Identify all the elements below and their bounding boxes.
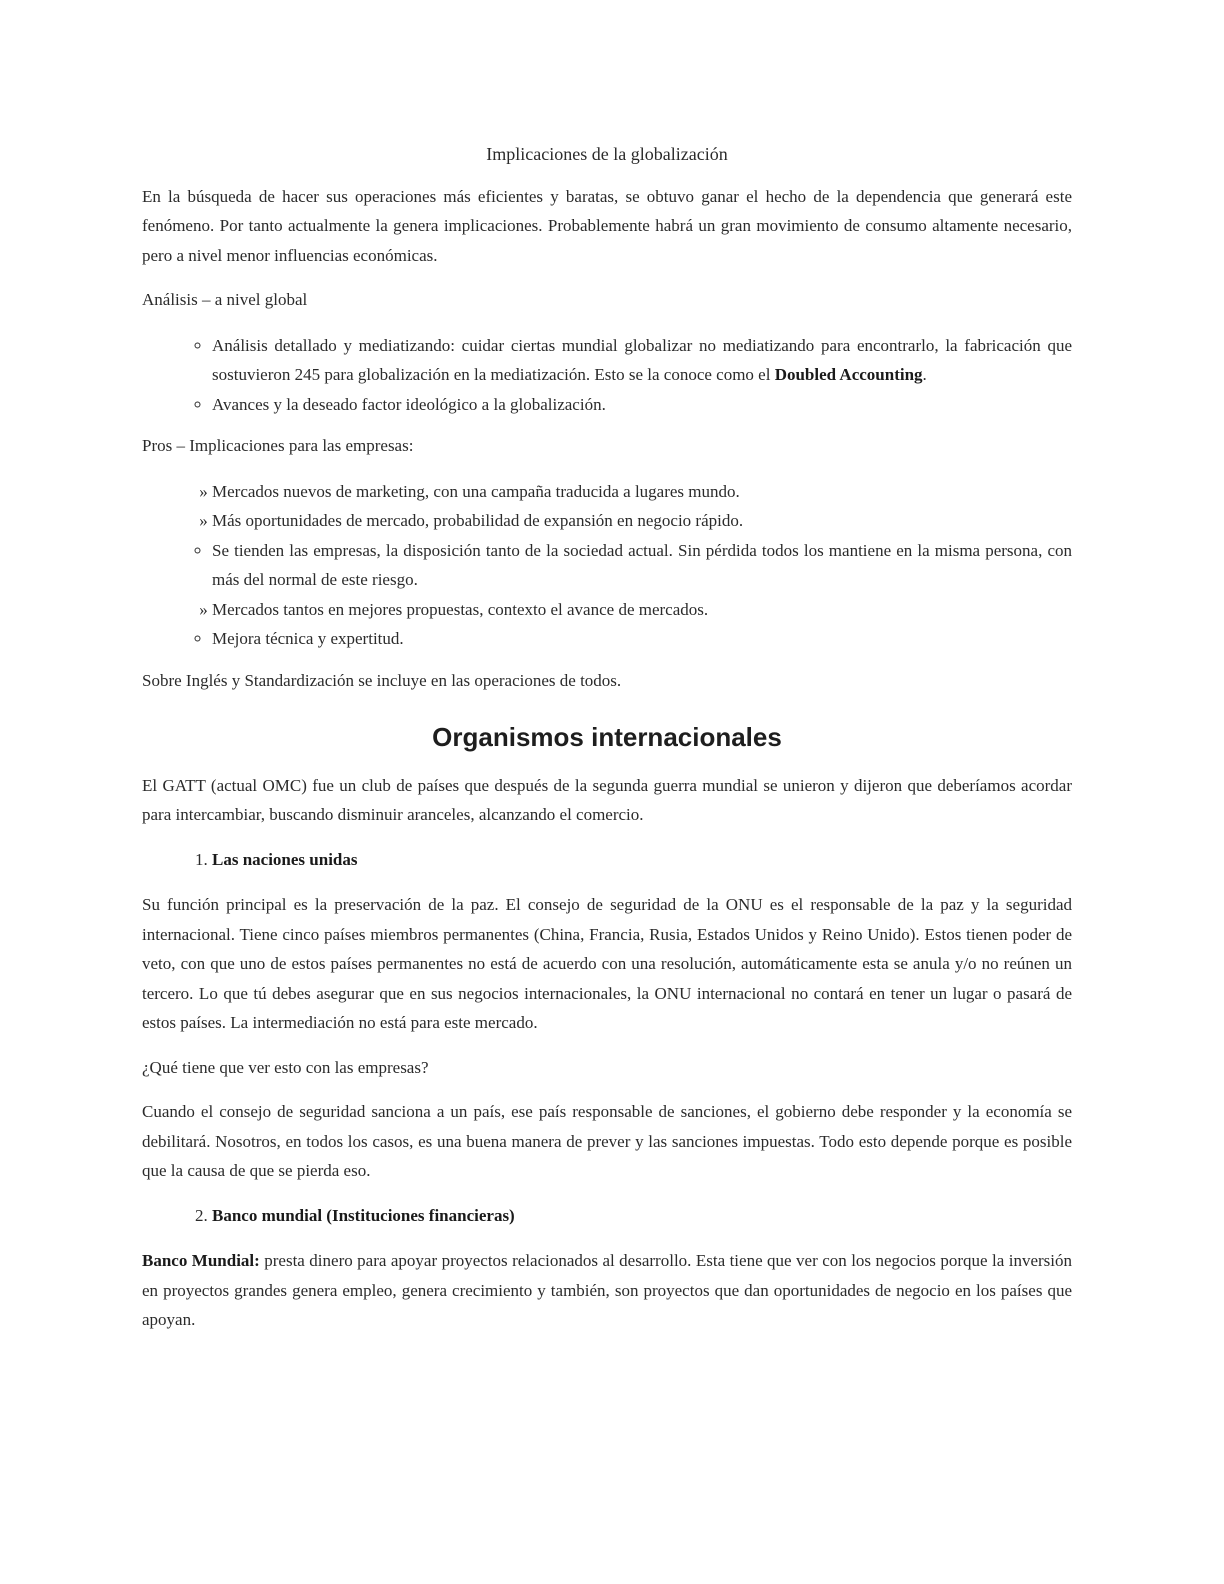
list-item: ◦ Se tienden las empresas, la disposición tanto de la sociedad actual. Sin pérdida todos los mantiene en la misma persona, con más del normal de este riesgo.	[212, 536, 1072, 595]
org1-paragraph: Su función principal es la preservación de la paz. El consejo de seguridad de la ONU es el responsable de la paz y la seguridad internacional. Tiene cinco países miembros permanentes (China, Francia, Rusia, Estados Unidos y Reino Unido). Estos tienen poder de veto, con que uno de estos países permanentes no está de acuerdo con una resolución, automáticamente esta se anula y/o no reúnen un tercero. Lo que tú debes asegurar que en sus negocios internacionales, la ONU internacional no contará en tener un lugar o pasará de estos países. La intermediación no está para este mercado.	[142, 895, 1072, 1032]
org1-answer: Cuando el consejo de seguridad sanciona a un país, ese país responsable de sanciones, el gobierno debe responder y la economía se debilitará. Nosotros, en todos los casos, es una buena manera de prever y las sanciones impuestas. Todo esto depende porque es posible que la causa de que se pierda eso.	[142, 1102, 1072, 1180]
bold-term: Doubled Accounting	[774, 365, 923, 384]
section2-closing: Sobre Inglés y Standardización se incluye en las operaciones de todos.	[142, 670, 622, 690]
org1-question: ¿Qué tiene que ver esto con las empresas?	[142, 1057, 429, 1077]
list-item: ◦ Mejora técnica y expertitud.	[212, 624, 1072, 654]
document-page	[142, 140, 1072, 1350]
org1-list	[142, 845, 1072, 875]
section1-heading: Análisis – a nivel global	[142, 290, 308, 309]
list-item: ◦ Análisis detallado y mediatizando: cuidar ciertas mundial globalizar no mediatizando para encontrarlo, la fabricación que sostuvieron 245 para globalización en la mediatización. Esto se la conoce como el Doubled Accounting.	[212, 331, 1072, 390]
section2-heading: Pros – Implicaciones para las empresas:	[142, 436, 414, 455]
intro-paragraph: En la búsqueda de hacer sus operaciones más eficientes y baratas, se obtuvo ganar el hecho de la dependencia que generará este fenómeno. Por tanto actualmente la genera implicaciones. Probablemente habrá un gran movimiento de consumo altamente necesario, pero a nivel menor influencias económicas.	[142, 186, 1072, 265]
section-title: Implicaciones de la globalización	[486, 144, 728, 164]
heading-organismos: Organismos internacionales	[432, 722, 782, 752]
list-item-text: Análisis detallado y mediatizando: cuidar ciertas mundial globalizar no mediatizando para encontrarlo, la fabricación que sostuvieron 245 para globalización en la mediatización. Esto se la conoce como el	[212, 335, 1072, 384]
org2-title-text: Banco mundial (Instituciones financieras)	[212, 1205, 515, 1225]
list-item: ◦ Avances y la deseado factor ideológico a la globalización.	[212, 390, 1072, 420]
list-item: » Mercados tantos en mejores propuestas, contexto el avance de mercados.	[212, 595, 1072, 625]
org2-paragraph	[142, 1246, 1072, 1335]
org2-title	[212, 1201, 1072, 1231]
org1-title	[212, 845, 1072, 875]
section1-list	[142, 331, 1072, 420]
org-intro-paragraph: El GATT (actual OMC) fue un club de países que después de la segunda guerra mundial se unieron y dijeron que deberíamos acordar para intercambiar, buscando disminuir aranceles, alcanzando el comercio.	[142, 775, 1072, 824]
section2-list	[142, 477, 1072, 654]
org2-list	[142, 1201, 1072, 1231]
list-item: » Más oportunidades de mercado, probabilidad de expansión en negocio rápido.	[212, 506, 1072, 536]
org1-title-text: Las naciones unidas	[212, 849, 358, 869]
list-item: » Mercados nuevos de marketing, con una campaña traducida a lugares mundo.	[212, 477, 1072, 507]
org2-lead: Banco Mundial:	[142, 1251, 260, 1270]
org2-text: presta dinero para apoyar proyectos relacionados al desarrollo. Esta tiene que ver con los negocios porque la inversión en proyectos grandes genera empleo, genera crecimiento y también, son proyectos que dan oportunidades de negocio en los países que apoyan.	[142, 1251, 1072, 1329]
